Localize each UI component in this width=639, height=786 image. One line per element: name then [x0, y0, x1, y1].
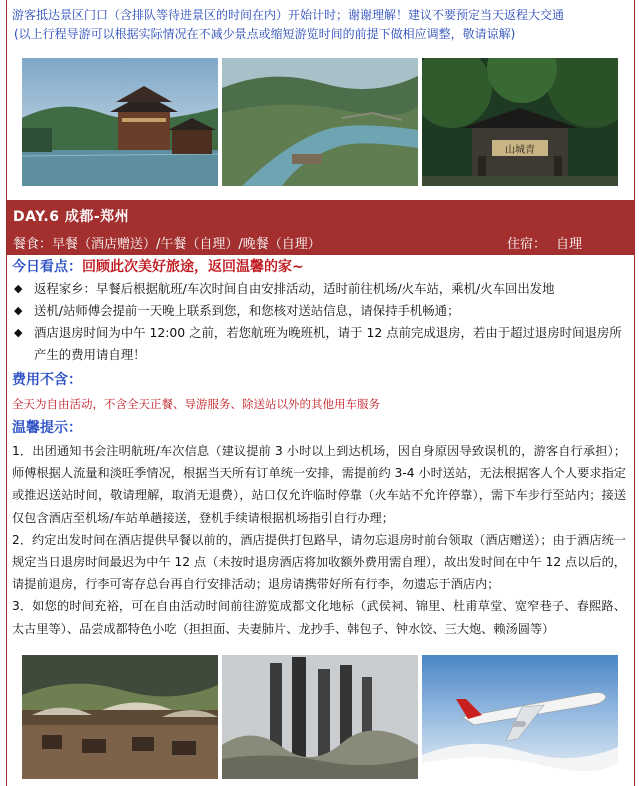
intro-line-2: (以上行程导游可以根据实际情况在不减少景点或缩短游览时间的前提下做相应调整，敬请谅解): [14, 27, 516, 41]
mountain-gate-photo: [422, 58, 618, 186]
airplane-photo: [422, 655, 618, 779]
tip-item: 3．如您的时间充裕，可在自由活动时间前往游览成都文化地标（武侯祠、锦里、杜甫草堂、宽窄巷子、春熙路、太古里等）、品尝成都特色小吃（担担面、夫妻肺片、龙抄手、韩包子、钟水饺、三大炮、赖汤圆等）: [12, 599, 626, 636]
day-title: DAY.6 成都-郑州: [13, 209, 130, 225]
bullet-icon: ◆: [14, 282, 23, 295]
chimney-park-photo: [222, 655, 418, 779]
day-header: [7, 200, 634, 255]
river-valley-photo: [222, 58, 418, 186]
pavilion-lake-photo: [22, 58, 218, 186]
fees-text: 全天为自由活动，不含全天正餐、导游服务、除送站以外的其他用车服务: [12, 397, 380, 411]
bottom-photo-row: [22, 655, 618, 779]
highlight-text: 回顾此次美好旅途，返回温馨的家~: [82, 259, 304, 275]
intro-line-1: 游客抵达景区门口（含排队等待进景区的时间在内）开始计时；谢谢理解！建议不要预定当天返程大交通: [12, 8, 565, 22]
fees-title: 费用不含：: [12, 372, 82, 388]
gate-plaque-text: 山城青: [505, 145, 535, 156]
list-item: ◆ 酒店退房时间为中午 12:00 之前，若您航班为晚班机，请于 12 点前完成退房，若由于超过退房时间退房所产生的费用请自理！: [12, 322, 626, 366]
street-teahouse-photo: [22, 655, 218, 779]
list-item: ◆ 送机/站师傅会提前一天晚上联系到您，和您核对送站信息，请保持手机畅通；: [12, 300, 626, 322]
top-photo-row: [22, 58, 618, 186]
bullet-icon: ◆: [14, 304, 23, 317]
today-highlight: [12, 256, 626, 278]
meal-info: 餐食：早餐（酒店赠送）/午餐（自理）/晚餐（自理）: [13, 237, 321, 252]
tip-item: 2．约定出发时间在酒店提供早餐以前的，酒店提供打包路早，请勿忘退房时前台领取（酒店赠送）；由于酒店统一规定当日退房时间最迟为中午 12 点（未按时退房酒店将加收额外费用需自理），故出发时间在中午 12 点以后的，请提前退房，行李可寄存总台再自行安排活动；退房请携带好所有行李，勿遗忘于酒店内；: [12, 532, 626, 592]
lodging-value: 自理: [556, 237, 583, 252]
intro-notes: [12, 6, 624, 44]
bullet-icon: ◆: [14, 326, 23, 339]
itinerary-list: [12, 278, 626, 366]
highlight-label: 今日看点：: [12, 259, 82, 275]
tips-title: 温馨提示：: [12, 420, 82, 436]
day-content: [12, 256, 626, 640]
lodging-label: 住宿：: [507, 237, 547, 252]
lodging-info: [507, 233, 582, 252]
list-item: ◆ 返程家乡：早餐后根据航班/车次时间自由安排活动，适时前往机场/火车站，乘机/火车回出发地: [12, 278, 626, 300]
tip-item: 1．出团通知书会注明航班/车次信息（建议提前 3 小时以上到达机场，因自身原因导致误机的，游客自行承担）；师傅根据人流量和淡旺季情况，根据当天所有订单统一安排，需提前约 3-4 小时送站，无法根据客人个人要求指定或推迟送站时间，敬请理解，取消无退费），站口仅允许临时停靠（火车站不允许停靠），需下车步行至站内；接送仅包含酒店至机场/车站单趟接送，登机手续请根据机场指引自行办理；: [12, 444, 626, 525]
tips-list: [12, 440, 626, 640]
